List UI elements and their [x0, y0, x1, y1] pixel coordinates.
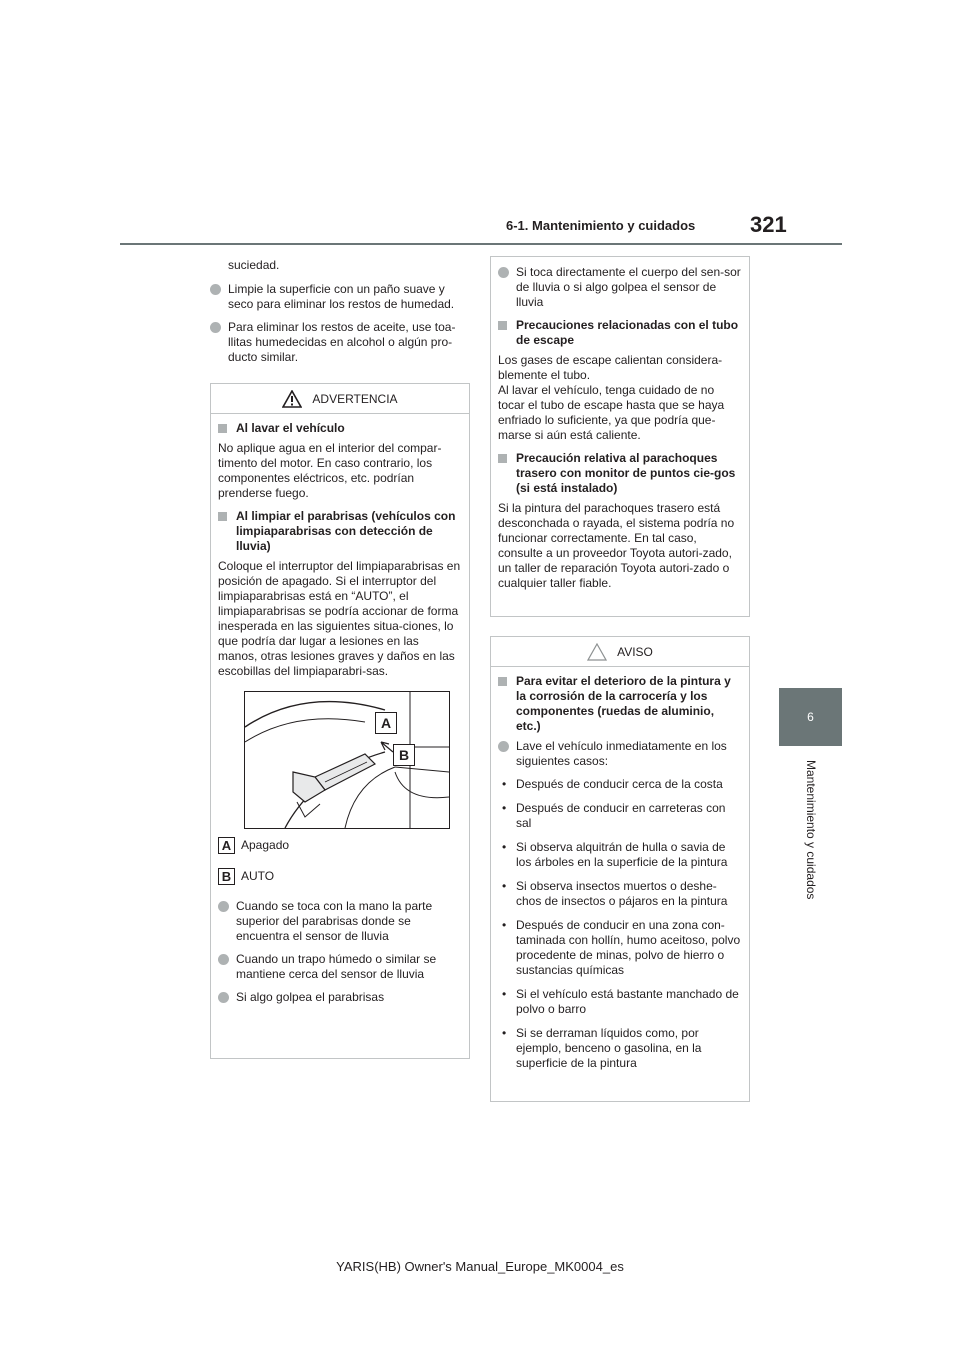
- subsection-heading: [218, 509, 461, 554]
- legend-item: [218, 868, 461, 885]
- subsection-heading-text: Precauciones relacionadas con el tubo de escape: [516, 318, 739, 347]
- subsection-heading-text: Precaución relativa al parachoques trasero con monitor de puntos cie-gos (si está instalado): [516, 451, 736, 495]
- dash-list-item: • Si observa alquitrán de hulla o savia de los árboles en la superficie de la pintura: [502, 840, 728, 869]
- dash-list-item-text: Si el vehículo está bastante manchado de polvo o barro: [516, 987, 739, 1016]
- chapter-number: 6: [807, 710, 814, 724]
- subsection-heading: [218, 421, 461, 436]
- legend-text: Apagado: [241, 838, 290, 852]
- square-bullet-icon: [498, 454, 507, 463]
- dash-list-item-text: Si observa insectos muertos o deshe-chos de insectos o pájaros en la pintura: [516, 879, 728, 908]
- caution-triangle-icon: [587, 643, 607, 661]
- dash-list-item: • Después de conducir cerca de la costa: [502, 777, 723, 791]
- dash-list-item-text: Después de conducir cerca de la costa: [516, 777, 723, 791]
- wiper-lever-illustration: [244, 691, 450, 829]
- section-title: 6-1. Mantenimiento y cuidados: [506, 218, 696, 233]
- bullet-dot-icon: [218, 954, 229, 965]
- dash-list-item: • Después de conducir en carreteras con sal: [502, 801, 726, 830]
- legend-text: AUTO: [241, 869, 275, 883]
- list-item-text: Cuando se toca con la mano la parte superior del parabrisas donde se encuentra el sensor de lluvia: [236, 899, 433, 943]
- subsection-heading: [498, 451, 741, 496]
- bullet-dot-icon: [218, 992, 229, 1003]
- warning-box: [210, 383, 470, 1059]
- subsection-heading-text: Al limpiar el parabrisas (vehículos con limpiaparabrisas con detección de lluvia): [236, 509, 456, 553]
- warning-header: [211, 384, 469, 414]
- square-bullet-icon: [498, 677, 507, 686]
- dash-list-item-text: Si observa alquitrán de hulla o savia de los árboles en la superficie de la pintura: [516, 840, 728, 869]
- list-item: [218, 899, 461, 944]
- paragraph: Si la pintura del parachoques trasero está desconchada o rayada, el sistema podría no funcionar correctamente. En tal caso, consulte a un proveedor Toyota autori-zado, un taller de reparación Toyota autori-zado o cualquier taller fiable.: [498, 501, 735, 590]
- subsection-heading-text: Para evitar el deterioro de la pintura y la corrosión de la carrocería y los componentes (ruedas de aluminio, etc.): [516, 674, 731, 733]
- legend-item: [218, 837, 461, 854]
- notice-title: AVISO: [617, 644, 653, 659]
- dash-list-item: • Después de conducir en una zona con-taminada con hollín, humo aceitoso, polvo procedente de minas, polvo de hierro o sustancias químicas: [502, 918, 741, 977]
- dash-list-item-text: Si se derraman líquidos como, por ejemplo, benceno o gasolina, en la superficie de la pintura: [516, 1026, 702, 1070]
- dash-list-item: • Si observa insectos muertos o deshe-chos de insectos o pájaros en la pintura: [502, 879, 728, 908]
- figure-label-a: A: [375, 712, 397, 734]
- bullet-dot-icon: [210, 322, 221, 333]
- figure-label-b: B: [393, 744, 415, 766]
- paragraph: Al lavar el vehículo, tenga cuidado de no tocar el tubo de escape hasta que se haya enfriado lo suficiente, ya que podría que-marse si aún está caliente.: [498, 383, 725, 442]
- warning-body: [211, 414, 469, 1005]
- bullet-dot-icon: [218, 901, 229, 912]
- notice-box: [490, 636, 750, 1102]
- list-item: [498, 265, 741, 310]
- square-bullet-icon: [498, 321, 507, 330]
- footer-text: YARIS(HB) Owner's Manual_Europe_MK0004_es: [336, 1259, 624, 1274]
- subsection-heading-text: Al lavar el vehículo: [236, 421, 345, 435]
- dash-list-item: • Si el vehículo está bastante manchado de polvo o barro: [502, 987, 739, 1016]
- list-item-text: Para eliminar los restos de aceite, use toa-llitas humedecidas en alcohol o algún pro-ducto similar.: [228, 320, 456, 364]
- legend-key: A: [218, 837, 235, 854]
- list-item-text: Si toca directamente el cuerpo del sen-sor de lluvia o si algo golpea el sensor de lluvia: [516, 265, 741, 309]
- bullet-dot-icon: [498, 267, 509, 278]
- chapter-title-text: Mantenimiento y cuidados: [803, 760, 818, 900]
- list-item: [210, 320, 470, 365]
- dash-list-item-text: Después de conducir en carreteras con sal: [516, 801, 726, 830]
- legend-key: B: [218, 868, 235, 885]
- subsection-heading: [498, 318, 741, 348]
- square-bullet-icon: [218, 424, 227, 433]
- intro-text: suciedad.: [228, 258, 280, 272]
- paragraph: Coloque el interruptor del limpiaparabrisas en posición de apagado. Si el interruptor del limpiaparabrisas está en “AUTO”, el limpiaparabrisas se podría accionar de forma inesperada en las siguientes situa-ciones, lo que podría dar lugar a lesiones en las manos, otras lesiones graves y daños en las escobillas del limpiaparabri-sas.: [218, 559, 461, 678]
- list-item: [218, 990, 461, 1005]
- steering-wiper-icon: [245, 692, 449, 828]
- square-bullet-icon: [218, 512, 227, 521]
- chapter-tab[interactable]: [779, 688, 842, 746]
- list-item: [498, 739, 741, 769]
- list-item-text: Limpie la superficie con un paño suave y seco para eliminar los restos de humedad.: [228, 282, 455, 311]
- warning-box-continued: [490, 256, 750, 617]
- bullet-dot-icon: [498, 741, 509, 752]
- warning-triangle-icon: [282, 390, 302, 408]
- dash-list-item-text: Después de conducir en una zona con-taminada con hollín, humo aceitoso, polvo procedente de minas, polvo de hierro o sustancias químicas: [516, 918, 741, 977]
- warning-body: [491, 257, 749, 591]
- list-item: [210, 282, 470, 312]
- notice-header: [491, 637, 749, 667]
- warning-title: ADVERTENCIA: [312, 391, 398, 406]
- paragraph: Los gases de escape calientan considera-blemente el tubo.: [498, 353, 723, 382]
- page-number: 321: [750, 212, 787, 237]
- left-intro-block: [210, 258, 470, 373]
- header-divider: [120, 243, 842, 245]
- list-item-text: Lave el vehículo inmediatamente en los siguientes casos:: [516, 739, 727, 768]
- list-item: [218, 952, 461, 982]
- notice-body: [491, 667, 749, 1071]
- chapter-title-vertical: [779, 760, 842, 920]
- bullet-dot-icon: [210, 284, 221, 295]
- list-item-text: Cuando un trapo húmedo o similar se mantiene cerca del sensor de lluvia: [236, 952, 437, 981]
- list-item-text: Si algo golpea el parabrisas: [236, 990, 385, 1004]
- subsection-heading: [498, 674, 741, 734]
- paragraph: No aplique agua en el interior del compar-timento del motor. En caso contrario, los componentes eléctricos, etc. podrían prenderse fuego.: [218, 441, 442, 500]
- dash-list-item: • Si se derraman líquidos como, por ejemplo, benceno o gasolina, en la superficie de la pintura: [502, 1026, 702, 1070]
